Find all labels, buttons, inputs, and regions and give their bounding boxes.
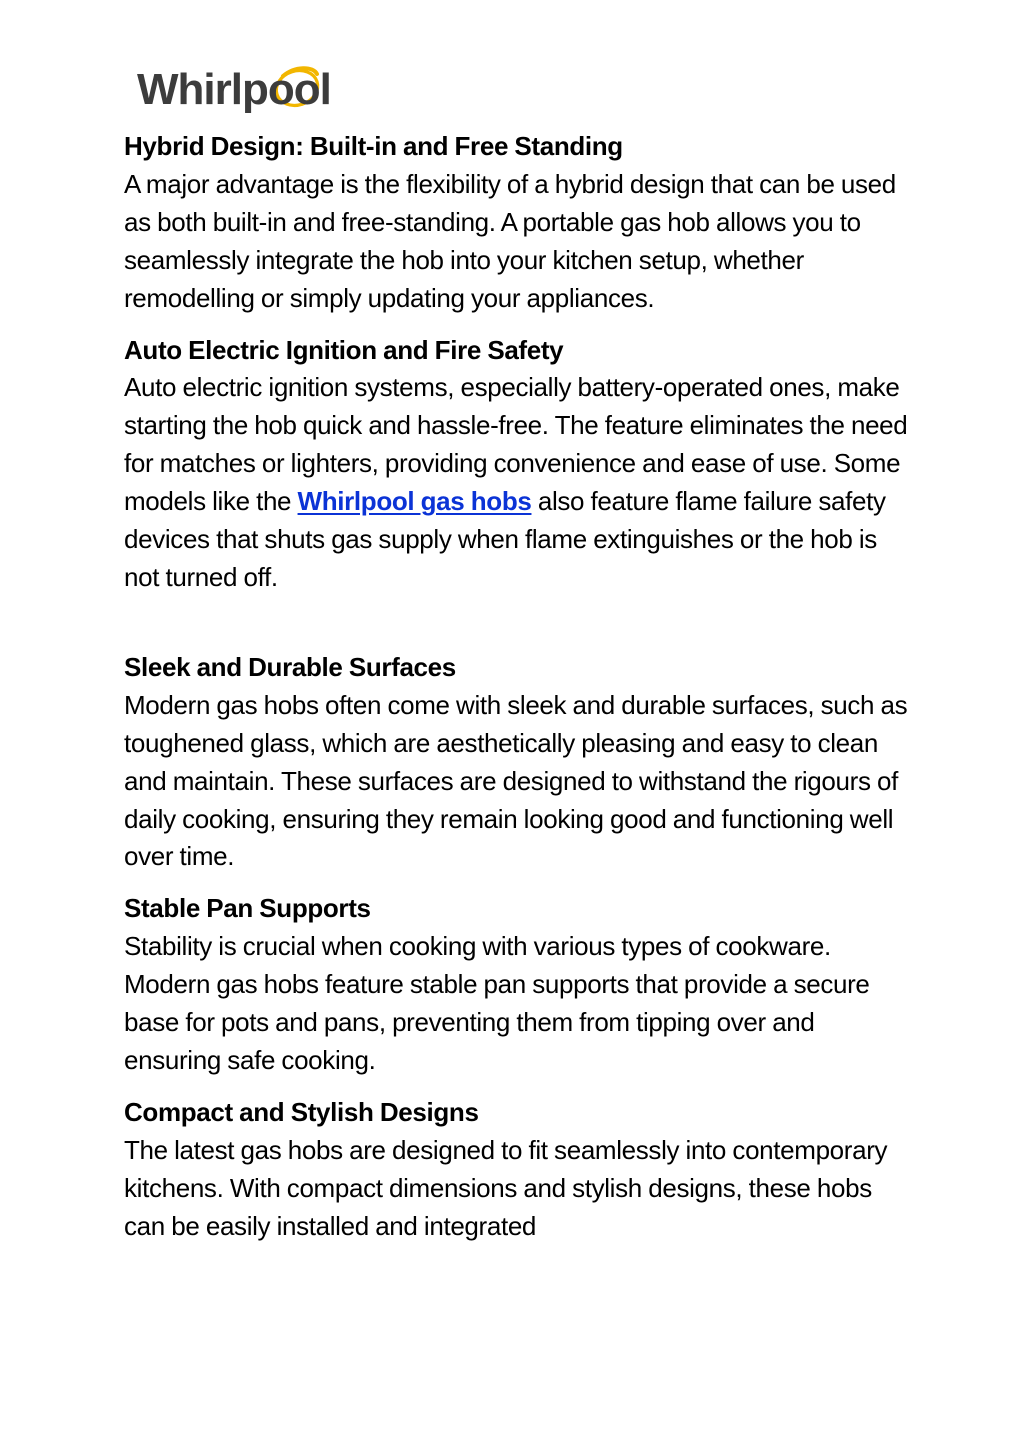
whirlpool-logo-image	[137, 64, 379, 118]
article-body	[124, 128, 914, 1245]
section-paragraph-end: also feature flame failure safety devices that shuts gas supply when flame extinguishes or the hob is not turned off.	[124, 486, 886, 592]
section-sleek-surfaces	[124, 649, 914, 876]
section-heading: Stable Pan Supports	[124, 893, 371, 924]
section-auto-ignition	[124, 332, 914, 597]
section-hybrid-design	[124, 128, 914, 318]
section-paragraph: Stability is crucial when cooking with various types of cookware. Modern gas hobs feature stable pan supports that provide a secure base for pots and pans, preventing them from tipping over and ensuring safe cooking.	[124, 931, 870, 1075]
section-paragraph: A major advantage is the flexibility of a hybrid design that can be used as both built-in and free-standing. A portable gas hob allows you to seamlessly integrate the hob into your kitchen setup, whether remodelling or simply updating your appliances.	[124, 168, 896, 313]
section-heading: Sleek and Durable Surfaces	[124, 651, 456, 682]
section-heading: Compact and Stylish Designs	[124, 1096, 479, 1127]
section-heading: Auto Electric Ignition and Fire Safety	[124, 334, 564, 365]
svg-text:Whirlpool: Whirlpool	[137, 65, 331, 114]
section-pan-supports	[124, 890, 914, 1080]
section-paragraph: The latest gas hobs are designed to fit seamlessly into contemporary kitchens. With compact dimensions and stylish designs, these hobs can be easily installed and integrated	[124, 1134, 888, 1241]
section-paragraph-start: Auto electric ignition systems, especially battery-operated ones, make starting the hob quick and hassle-free. The feature eliminates the need for matches or lighters, providing convenience and ease of use. Some models like the	[124, 372, 908, 517]
section-compact-designs	[124, 1094, 914, 1246]
section-heading: Hybrid Design: Built-in and Free Standing	[124, 131, 623, 161]
whirlpool-gas-hobs-link[interactable]: Whirlpool gas hobs	[297, 486, 532, 517]
whirlpool-logo	[137, 64, 379, 118]
section-paragraph: Modern gas hobs often come with sleek and durable surfaces, such as toughened glass, which are aesthetically pleasing and easy to clean and maintain. These surfaces are designed to withstand the rigours of daily cooking, ensuring they remain looking good and functioning well over time.	[124, 689, 908, 872]
